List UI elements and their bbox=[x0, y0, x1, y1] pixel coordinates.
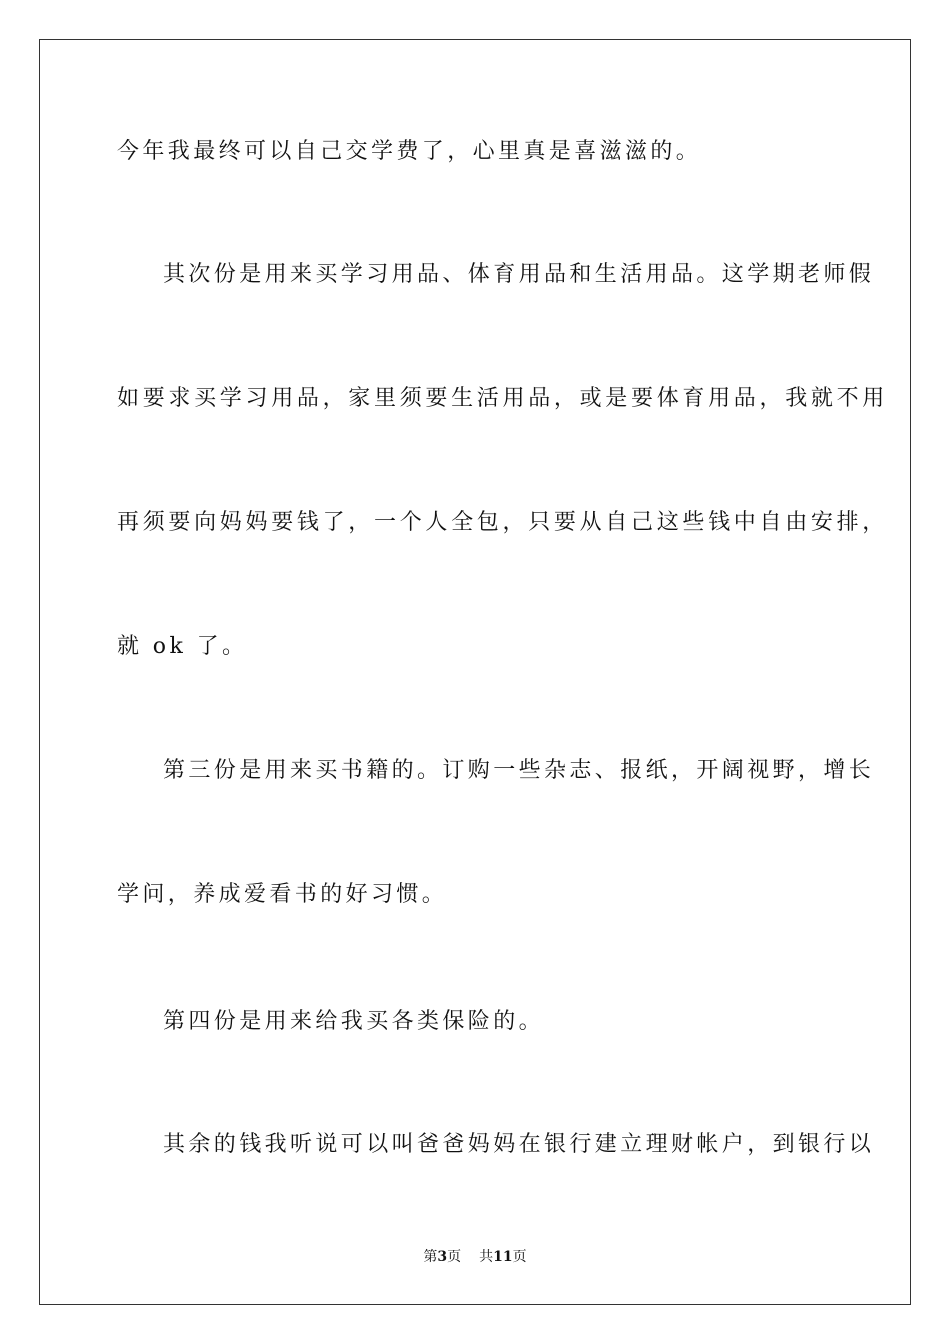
page-total: 11 bbox=[493, 1249, 513, 1265]
text-line: 第三份是用来买书籍的。订购一些杂志、报纸，开阔视野，增长 bbox=[163, 758, 875, 783]
text-line: 如要求买学习用品，家里须要生活用品，或是要体育用品，我就不用 bbox=[117, 386, 889, 411]
text-line: 学问，养成爱看书的好习惯。 bbox=[117, 882, 448, 907]
page-footer bbox=[0, 1247, 950, 1267]
page-border bbox=[39, 39, 911, 1305]
text-line: 今年我最终可以自己交学费了，心里真是喜滋滋的。 bbox=[117, 139, 702, 164]
text-line: 第四份是用来给我买各类保险的。 bbox=[163, 1009, 545, 1034]
page-number: 3 bbox=[437, 1249, 448, 1265]
text-line: 其余的钱我听说可以叫爸爸妈妈在银行建立理财帐户，到银行以 bbox=[163, 1132, 875, 1157]
text-line: 再须要向妈妈要钱了，一个人全包，只要从自己这些钱中自由安排， bbox=[117, 510, 889, 535]
page-suffix: 页 bbox=[447, 1249, 462, 1265]
text-line: 就 ok 了。 bbox=[117, 634, 248, 659]
total-suffix: 页 bbox=[512, 1249, 527, 1265]
text-line: 其次份是用来买学习用品、体育用品和生活用品。这学期老师假 bbox=[163, 262, 875, 287]
page-prefix: 第 bbox=[423, 1249, 438, 1265]
total-prefix: 共 bbox=[479, 1249, 494, 1265]
